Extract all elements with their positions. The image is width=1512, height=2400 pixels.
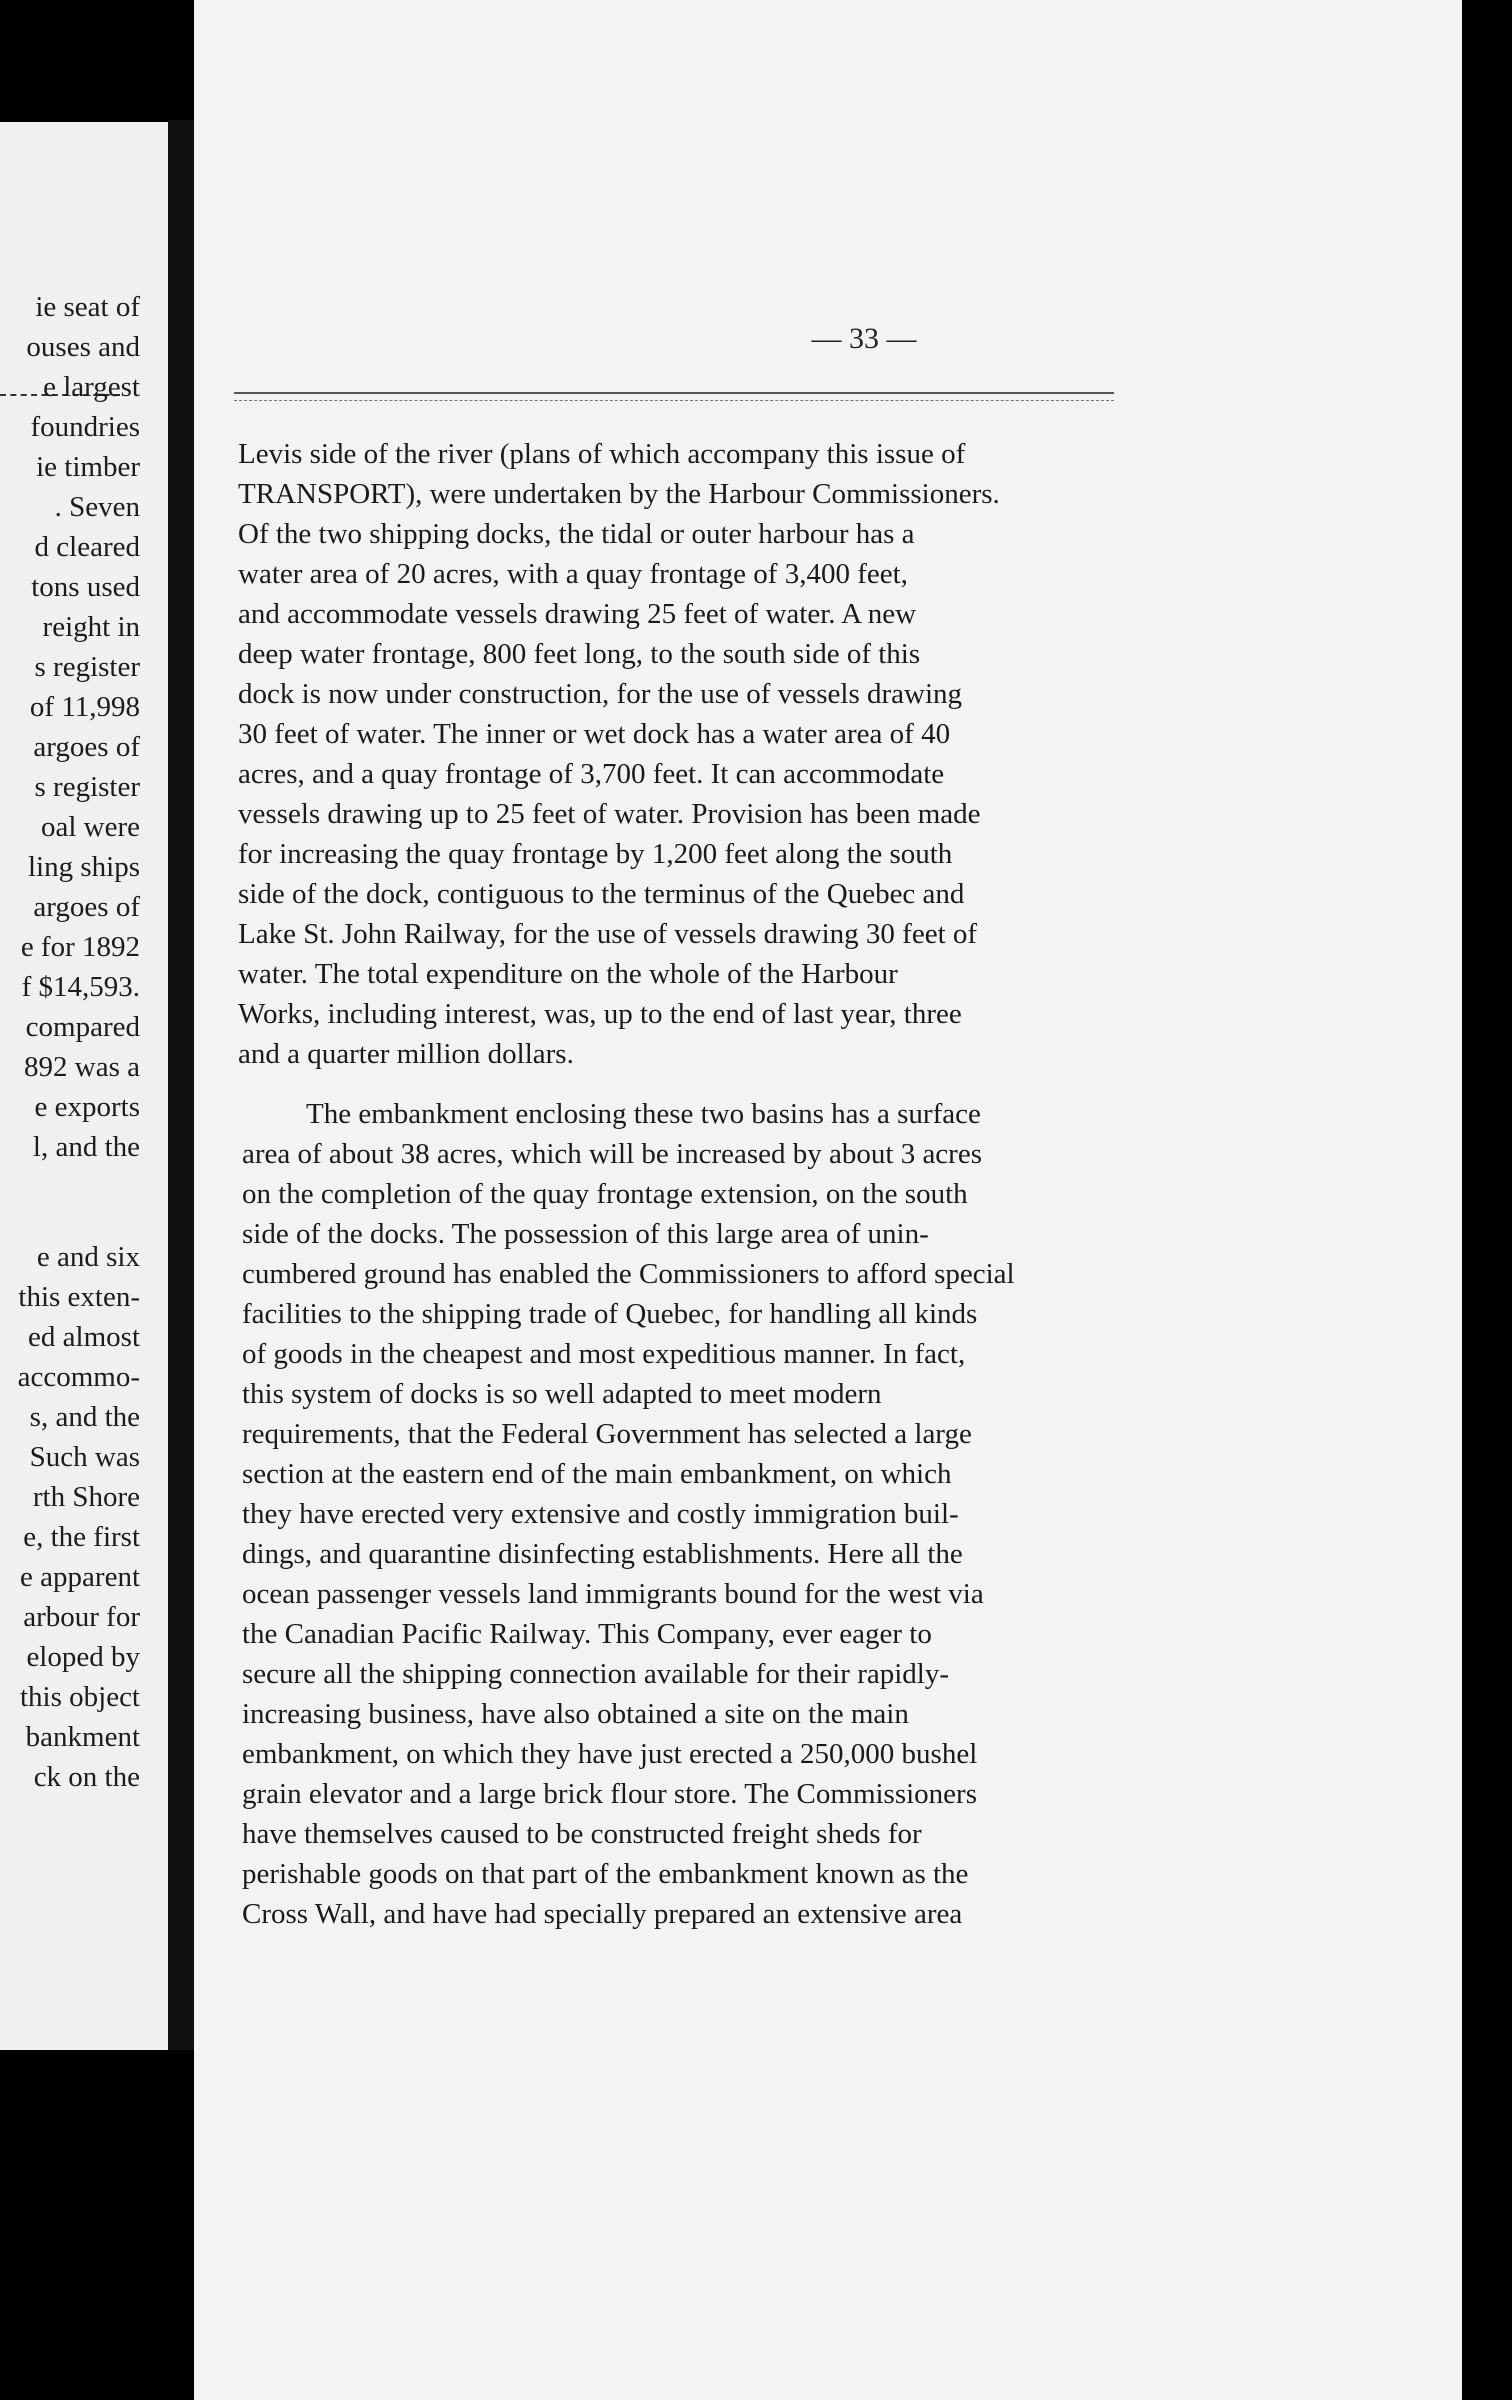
previous-page-line: ie timber	[36, 451, 140, 483]
previous-page-line: this object	[19, 1681, 140, 1713]
previous-page-line: bankment	[25, 1721, 140, 1753]
previous-page-line: tons used	[31, 571, 140, 603]
text-line: dings, and quarantine disinfecting establishments. Here all the	[242, 1538, 963, 1570]
text-line: and accommodate vessels drawing 25 feet of water. A new	[238, 598, 917, 630]
previous-page-line: ed almost	[28, 1321, 140, 1353]
text-line: on the completion of the quay frontage extension, on the south	[242, 1178, 968, 1210]
text-line: water. The total expenditure on the whole of the Harbour	[238, 958, 898, 990]
text-line: side of the docks. The possession of this large area of unin-	[242, 1218, 929, 1250]
previous-page-line: f $14,593.	[21, 971, 140, 1003]
previous-page-line: eloped by	[26, 1641, 140, 1673]
text-line: and a quarter million dollars.	[238, 1038, 574, 1070]
previous-page-line: ck on the	[33, 1761, 140, 1793]
previous-page-fragment	[0, 122, 168, 2050]
text-line: perishable goods on that part of the embankment known as the	[242, 1858, 969, 1890]
text-line: grain elevator and a large brick flour store. The Commissioners	[242, 1778, 977, 1810]
previous-page-line: d cleared	[34, 531, 140, 563]
text-line: area of about 38 acres, which will be increased by about 3 acres	[242, 1138, 982, 1170]
text-line: of goods in the cheapest and most expeditious manner. In fact,	[242, 1338, 966, 1370]
text-line: side of the dock, contiguous to the terminus of the Quebec and	[238, 878, 965, 910]
text-line: increasing business, have also obtained a site on the main	[242, 1698, 909, 1730]
text-line: facilities to the shipping trade of Quebec, for handling all kinds	[242, 1298, 978, 1330]
previous-page-line: ling ships	[28, 851, 140, 883]
previous-page-line: e for 1892	[20, 931, 140, 963]
text-line: the Canadian Pacific Railway. This Company, ever eager to	[242, 1618, 932, 1650]
previous-page-line: ie seat of	[35, 291, 140, 323]
text-line: The embankment enclosing these two basins has a surface	[306, 1098, 981, 1130]
text-line: embankment, on which they have just erected a 250,000 bushel	[242, 1738, 978, 1770]
previous-page-line: e exports	[34, 1091, 140, 1123]
page-gutter	[168, 120, 194, 2050]
page-number: — 33 —	[811, 322, 917, 355]
text-line: Lake St. John Railway, for the use of vessels drawing 30 feet of	[238, 918, 978, 950]
previous-page-line: e largest	[43, 371, 140, 403]
previous-page-line: ouses and	[26, 331, 140, 363]
text-line: ocean passenger vessels land immigrants bound for the west via	[242, 1578, 984, 1610]
text-line: section at the eastern end of the main embankment, on which	[242, 1458, 952, 1490]
text-line: requirements, that the Federal Government has selected a large	[242, 1418, 972, 1450]
previous-page-line: e and six	[36, 1241, 140, 1273]
text-line: vessels drawing up to 25 feet of water. Provision has been made	[238, 798, 981, 830]
previous-page-line: rth Shore	[32, 1481, 140, 1513]
previous-page-line: argoes of	[33, 891, 140, 923]
text-line: 30 feet of water. The inner or wet dock has a water area of 40	[238, 718, 951, 750]
previous-page-line: of 11,998	[29, 691, 140, 723]
header-rule-dashed	[234, 400, 1114, 401]
previous-page-line: 892 was a	[24, 1051, 140, 1083]
previous-page-line: accommo-	[17, 1361, 140, 1393]
text-line: for increasing the quay frontage by 1,200 feet along the south	[238, 838, 953, 870]
previous-page-line: compared	[25, 1011, 140, 1043]
previous-page-line: e, the first	[23, 1521, 140, 1553]
text-line: Levis side of the river (plans of which accompany this issue of	[238, 438, 966, 470]
previous-page-line: oal were	[40, 811, 140, 843]
text-line: Of the two shipping docks, the tidal or outer harbour has a	[238, 518, 915, 550]
previous-page-line: Such was	[29, 1441, 140, 1473]
previous-page-line: l, and the	[32, 1131, 140, 1163]
text-line: secure all the shipping connection available for their rapidly-	[242, 1658, 950, 1690]
document-page	[194, 0, 1462, 2400]
text-line: acres, and a quay frontage of 3,700 feet. It can accommodate	[238, 758, 945, 790]
text-line: have themselves caused to be constructed freight sheds for	[242, 1818, 922, 1850]
previous-page-line: e apparent	[20, 1561, 140, 1593]
text-line: they have erected very extensive and costly immigration buil-	[242, 1498, 959, 1530]
text-line: cumbered ground has enabled the Commissioners to afford special	[242, 1258, 1015, 1290]
previous-page-line: this exten-	[18, 1281, 140, 1313]
text-line: TRANSPORT), were undertaken by the Harbour Commissioners.	[238, 478, 1000, 510]
previous-page-line: foundries	[30, 411, 140, 443]
previous-page-line: argoes of	[33, 731, 140, 763]
previous-page-line: s register	[34, 771, 140, 803]
text-line: dock is now under construction, for the use of vessels drawing	[238, 678, 963, 710]
previous-page-line: arbour for	[23, 1601, 140, 1633]
previous-page-line: reight in	[42, 611, 140, 643]
text-line: deep water frontage, 800 feet long, to the south side of this	[238, 638, 921, 670]
text-line: water area of 20 acres, with a quay frontage of 3,400 feet,	[238, 558, 908, 590]
text-line: this system of docks is so well adapted to meet modern	[242, 1378, 882, 1410]
header-rule	[234, 392, 1114, 394]
previous-page-line: s register	[34, 651, 140, 683]
previous-page-line: s, and the	[29, 1401, 140, 1433]
text-line: Works, including interest, was, up to the end of last year, three	[238, 998, 962, 1030]
previous-page-line: . Seven	[54, 491, 140, 523]
text-line: Cross Wall, and have had specially prepared an extensive area	[242, 1898, 963, 1930]
